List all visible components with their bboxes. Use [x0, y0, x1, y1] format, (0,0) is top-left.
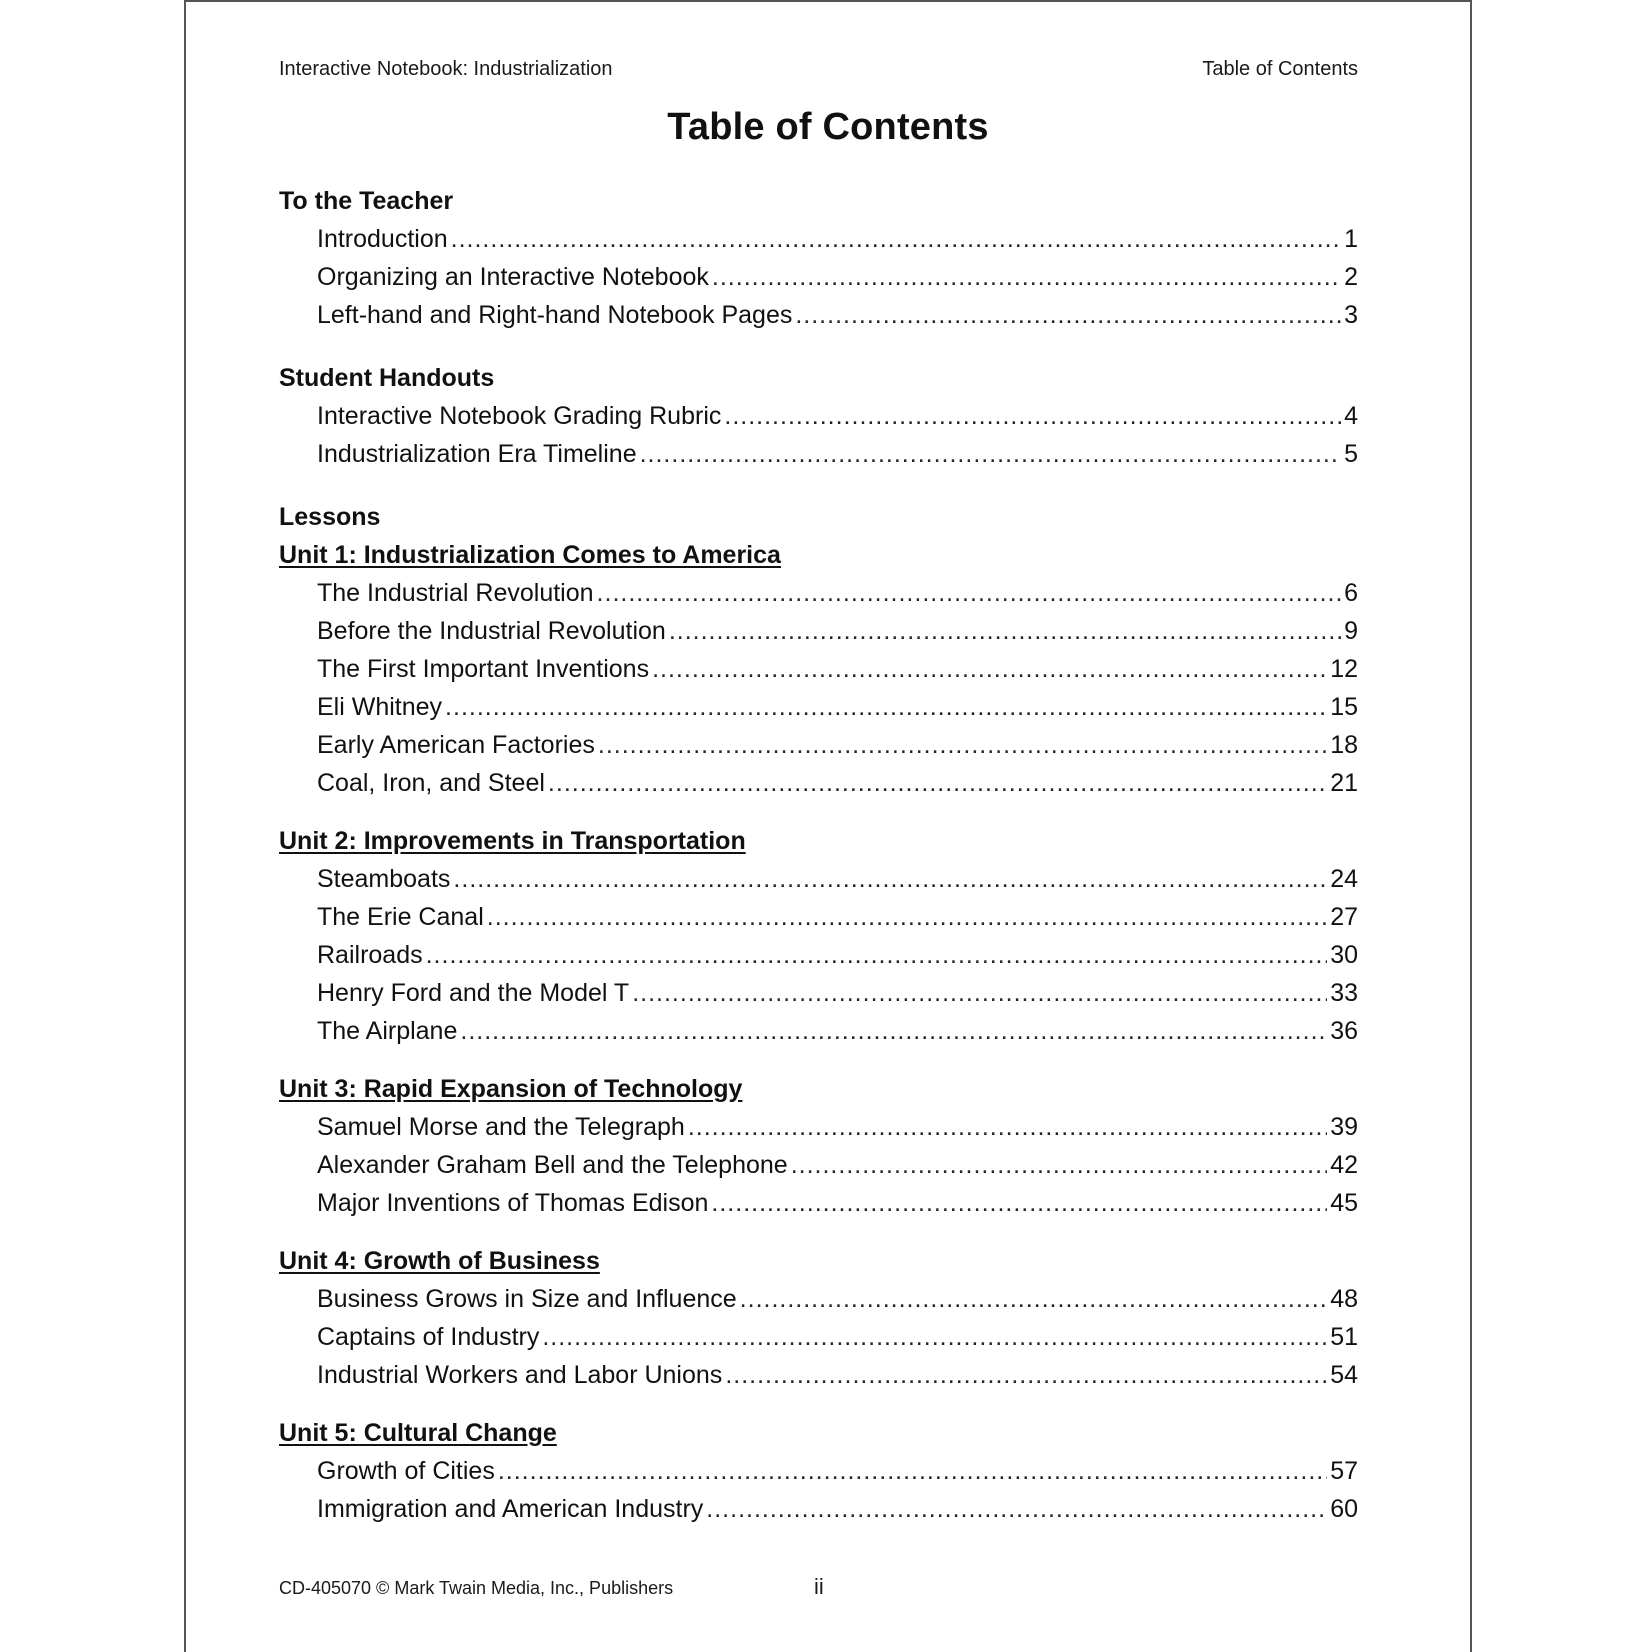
toc-entry-page: 1	[1344, 225, 1358, 253]
toc-entry-page: 2	[1344, 263, 1358, 291]
toc-entry[interactable]	[279, 296, 1358, 334]
table-of-contents	[279, 182, 1358, 1528]
toc-entry[interactable]	[279, 1356, 1358, 1394]
dot-leader	[724, 397, 1341, 435]
toc-entry[interactable]	[279, 1318, 1358, 1356]
toc-entry-title: The Airplane	[317, 1017, 458, 1045]
dot-leader	[542, 1318, 1327, 1356]
toc-entry[interactable]	[279, 574, 1358, 612]
toc-entry-title: Industrialization Era Timeline	[317, 440, 637, 468]
toc-entry-title: The First Important Inventions	[317, 655, 650, 683]
toc-entry-page: 36	[1330, 1017, 1358, 1045]
toc-entry[interactable]	[279, 1490, 1358, 1528]
toc-entry-title: Left-hand and Right-hand Notebook Pages	[317, 301, 793, 329]
toc-entry-page: 39	[1330, 1113, 1358, 1141]
dot-leader	[688, 1108, 1327, 1146]
toc-entry-title: The Erie Canal	[317, 903, 484, 931]
toc-entry-title: Steamboats	[317, 865, 451, 893]
toc-entry[interactable]	[279, 688, 1358, 726]
toc-entry[interactable]	[279, 1108, 1358, 1146]
toc-entry-title: Introduction	[317, 225, 448, 253]
toc-entry-title: Henry Ford and the Model T	[317, 979, 630, 1007]
page-title: Table of Contents	[667, 106, 989, 148]
toc-entry-title: Coal, Iron, and Steel	[317, 769, 545, 797]
toc-entry[interactable]	[279, 650, 1358, 688]
toc-entry-page: 9	[1344, 617, 1358, 645]
section-heading-teacher: To the Teacher	[279, 187, 454, 215]
toc-entry-page: 42	[1330, 1151, 1358, 1179]
toc-entry-title: Alexander Graham Bell and the Telephone	[317, 1151, 788, 1179]
dot-leader	[632, 974, 1327, 1012]
dot-leader	[640, 435, 1342, 473]
footer-publisher: CD-405070 © Mark Twain Media, Inc., Publishers	[279, 1578, 674, 1598]
toc-entry-title: Major Inventions of Thomas Edison	[317, 1189, 709, 1217]
toc-entry-title: Growth of Cities	[317, 1457, 495, 1485]
toc-entry-page: 24	[1330, 865, 1358, 893]
toc-entry-title: Captains of Industry	[317, 1323, 540, 1351]
spacer	[279, 802, 1358, 822]
unit-heading-5: Unit 5: Cultural Change	[279, 1419, 557, 1447]
unit-heading-3: Unit 3: Rapid Expansion of Technology	[279, 1075, 743, 1103]
dot-leader	[669, 612, 1341, 650]
toc-entry-page: 12	[1330, 655, 1358, 683]
toc-entry-page: 57	[1330, 1457, 1358, 1485]
toc-entry-page: 4	[1344, 402, 1358, 430]
running-header	[279, 58, 1358, 81]
dot-leader	[598, 726, 1327, 764]
toc-entry-title: Before the Industrial Revolution	[317, 617, 666, 645]
toc-entry[interactable]	[279, 612, 1358, 650]
toc-entry-page: 30	[1330, 941, 1358, 969]
footer-page-number: ii	[814, 1574, 824, 1599]
dot-leader	[426, 936, 1328, 974]
toc-entry-title: Industrial Workers and Labor Unions	[317, 1361, 723, 1389]
toc-entry[interactable]	[279, 220, 1358, 258]
toc-entry-page: 45	[1330, 1189, 1358, 1217]
toc-entry-page: 60	[1330, 1495, 1358, 1523]
toc-entry-page: 33	[1330, 979, 1358, 1007]
dot-leader	[445, 688, 1327, 726]
header-section-title: Table of Contents	[1202, 58, 1358, 80]
toc-entry[interactable]	[279, 1452, 1358, 1490]
toc-entry[interactable]	[279, 1146, 1358, 1184]
toc-entry[interactable]	[279, 1012, 1358, 1050]
toc-entry[interactable]	[279, 258, 1358, 296]
header-book-title: Interactive Notebook: Industrialization	[279, 58, 613, 80]
unit-heading-2: Unit 2: Improvements in Transportation	[279, 827, 746, 855]
toc-entry-page: 15	[1330, 693, 1358, 721]
unit-heading-1: Unit 1: Industrialization Comes to America	[279, 541, 781, 569]
spacer	[279, 334, 1358, 359]
document-page	[184, 0, 1472, 1652]
spacer	[279, 1050, 1358, 1070]
toc-entry-title: Samuel Morse and the Telegraph	[317, 1113, 685, 1141]
toc-entry-title: Business Grows in Size and Influence	[317, 1285, 737, 1313]
toc-entry-title: Eli Whitney	[317, 693, 443, 721]
section-heading-handouts: Student Handouts	[279, 364, 495, 392]
dot-leader	[706, 1490, 1327, 1528]
dot-leader	[712, 258, 1341, 296]
toc-entry[interactable]	[279, 936, 1358, 974]
toc-entry-page: 3	[1344, 301, 1358, 329]
toc-entry-page: 6	[1344, 579, 1358, 607]
toc-entry[interactable]	[279, 435, 1358, 473]
dot-leader	[460, 1012, 1327, 1050]
dot-leader	[740, 1280, 1328, 1318]
dot-leader	[791, 1146, 1327, 1184]
section-heading-lessons: Lessons	[279, 503, 381, 531]
toc-entry-title: Early American Factories	[317, 731, 595, 759]
toc-entry-title: Organizing an Interactive Notebook	[317, 263, 709, 291]
toc-entry-title: Interactive Notebook Grading Rubric	[317, 402, 722, 430]
toc-entry-title: The Industrial Revolution	[317, 579, 594, 607]
toc-entry-page: 18	[1330, 731, 1358, 759]
unit-heading-4: Unit 4: Growth of Business	[279, 1247, 600, 1275]
spacer	[279, 1394, 1358, 1414]
toc-entry-title: Railroads	[317, 941, 423, 969]
dot-leader	[795, 296, 1341, 334]
toc-entry[interactable]	[279, 726, 1358, 764]
toc-entry-page: 51	[1330, 1323, 1358, 1351]
toc-entry[interactable]	[279, 860, 1358, 898]
spacer	[279, 473, 1358, 498]
toc-entry-page: 48	[1330, 1285, 1358, 1313]
toc-entry-title: Immigration and American Industry	[317, 1495, 704, 1523]
dot-leader	[498, 1452, 1327, 1490]
dot-leader	[548, 764, 1327, 802]
dot-leader	[451, 220, 1341, 258]
spacer	[279, 1222, 1358, 1242]
dot-leader	[652, 650, 1327, 688]
dot-leader	[725, 1356, 1327, 1394]
toc-entry[interactable]	[279, 1184, 1358, 1222]
toc-entry-page: 5	[1344, 440, 1358, 468]
dot-leader	[711, 1184, 1327, 1222]
toc-entry[interactable]	[279, 1280, 1358, 1318]
toc-entry-page: 54	[1330, 1361, 1358, 1389]
toc-entry[interactable]	[279, 397, 1358, 435]
dot-leader	[453, 860, 1327, 898]
dot-leader	[487, 898, 1327, 936]
toc-entry[interactable]	[279, 974, 1358, 1012]
toc-entry[interactable]	[279, 898, 1358, 936]
toc-entry-page: 27	[1330, 903, 1358, 931]
toc-entry[interactable]	[279, 764, 1358, 802]
dot-leader	[597, 574, 1342, 612]
toc-entry-page: 21	[1330, 769, 1358, 797]
